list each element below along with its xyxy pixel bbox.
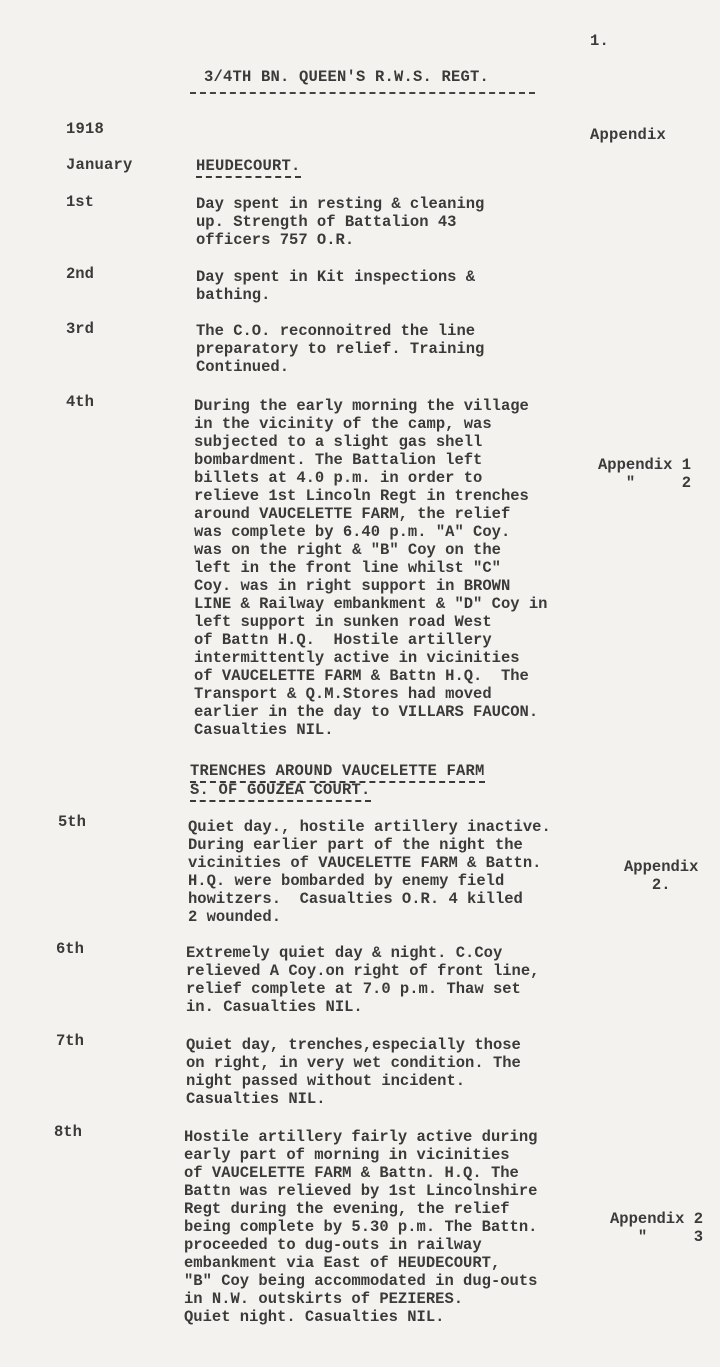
- year-label: 1918: [66, 120, 105, 138]
- month-label: January: [66, 156, 133, 174]
- entry-date: 1st: [66, 193, 94, 211]
- entry-date: 8th: [54, 1123, 82, 1141]
- location-heading-heudecourt: HEUDECOURT.: [196, 157, 301, 178]
- location-heading-trenches: TRENCHES AROUND VAUCELETTE FARM: [190, 762, 485, 783]
- entry-text: Quiet day, trenches,especially those on right, in very wet condition. The night passed without incident. Casualties NIL.: [186, 1036, 521, 1108]
- entry-text: During the early morning the village in the vicinity of the camp, was subjected to a slight gas shell bombardment. The Battalion left billets at 4.0 p.m. in order to relieve 1st Lincoln Regt in trenches around VAUCELETTE FARM, the relief was complete by 6.40 p.m. "A" Coy. was on the right & "B" Coy on the left in the front line whilst "C" Coy. was in right support in BROWN LINE & Railway embankment & "D" Coy in left support in sunken road West of Battn H.Q. Hostile artillery intermittently active in vicinities of VAUCELETTE FARM & Battn H.Q. The Transport & Q.M.Stores had moved earlier in the day to VILLARS FAUCON. Casualties NIL.: [194, 397, 548, 739]
- appendix-reference: Appendix 2 " 3: [610, 1210, 704, 1246]
- title-underline: [190, 92, 535, 94]
- entry-date: 6th: [56, 940, 84, 958]
- entry-date: 7th: [56, 1032, 84, 1050]
- entry-date: 3rd: [66, 320, 94, 338]
- entry-date: 4th: [66, 393, 94, 411]
- entry-text: Extremely quiet day & night. C.Coy relieved A Coy.on right of front line, relief complete at 7.0 p.m. Thaw set in. Casualties NIL.: [186, 944, 540, 1016]
- document-title: 3/4TH BN. QUEEN'S R.W.S. REGT.: [204, 68, 490, 86]
- appendix-reference: Appendix 2.: [624, 858, 699, 894]
- location-heading-trenches-sub: S. OF GOUZEA COURT.: [190, 781, 371, 802]
- entry-date: 5th: [58, 813, 86, 831]
- entry-text: Day spent in Kit inspections & bathing.: [196, 268, 476, 304]
- entry-date: 2nd: [66, 265, 94, 283]
- appendix-column-heading: Appendix: [590, 126, 667, 144]
- appendix-reference: Appendix 1 " 2: [598, 456, 692, 492]
- entry-text: Day spent in resting & cleaning up. Strength of Battalion 43 officers 757 O.R.: [196, 195, 485, 249]
- page-number: 1.: [590, 32, 610, 50]
- entry-text: Hostile artillery fairly active during early part of morning in vicinities of VAUCELETTE FARM & Battn. H.Q. The Battn was relieved by 1st Lincolnshire Regt during the evening, the relief being complete by 5.30 p.m. The Battn. proceeded to dug-outs in railway embankment via East of HEUDECOURT, "B" Coy being accommodated in dug-outs in N.W. outskirts of PEZIERES. Quiet night. Casualties NIL.: [184, 1128, 538, 1326]
- entry-text: Quiet day., hostile artillery inactive. During earlier part of the night the vicinities of VAUCELETTE FARM & Battn. H.Q. were bombarded by enemy field howitzers. Casualties O.R. 4 killed 2 wounded.: [188, 818, 551, 926]
- entry-text: The C.O. reconnoitred the line preparatory to relief. Training Continued.: [196, 322, 485, 376]
